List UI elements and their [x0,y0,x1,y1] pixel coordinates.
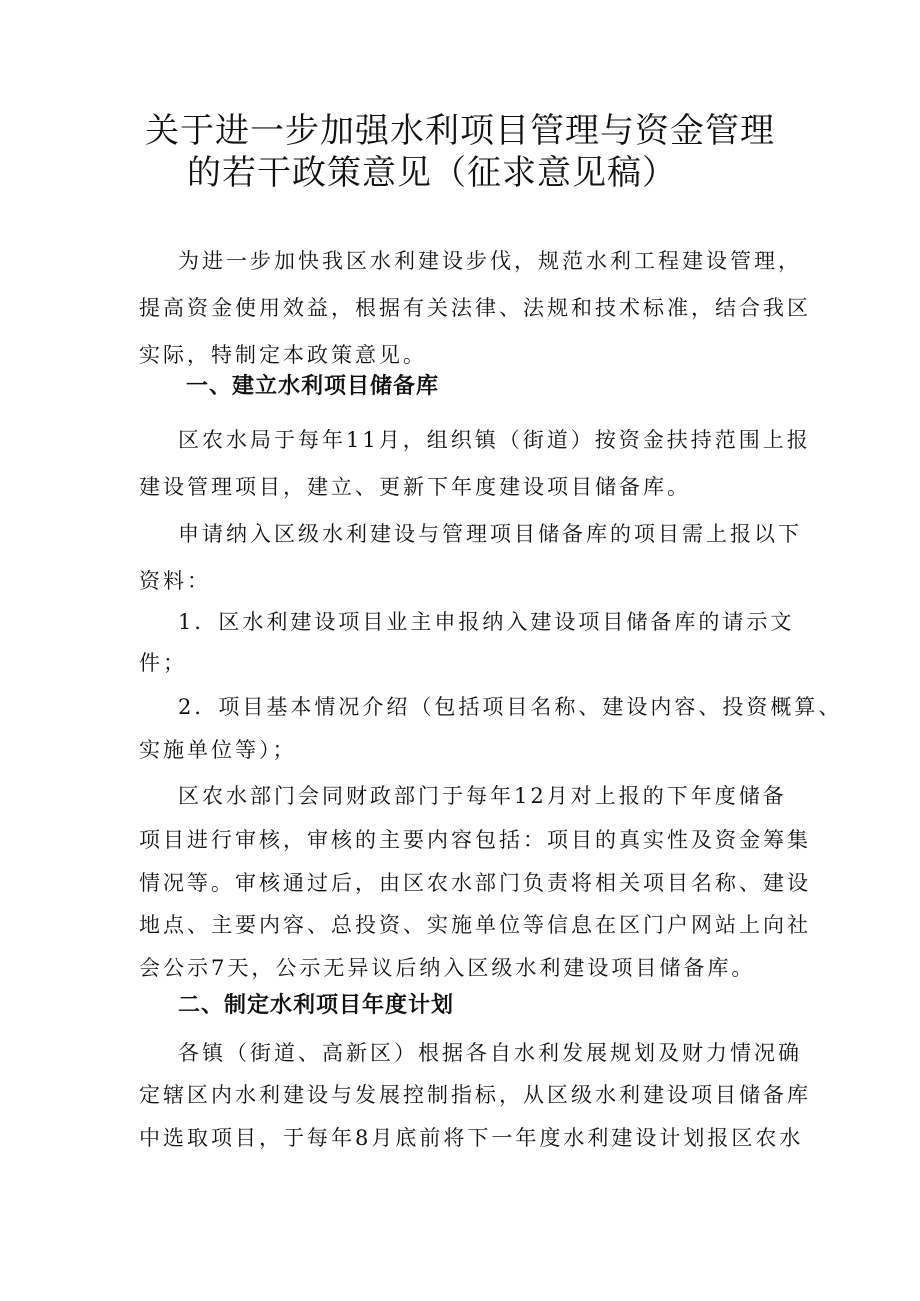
s1p3-line-2: 项目进行审核，审核的主要内容包括：项目的真实性及资金筹集 [139,828,811,852]
document-title-line-1: 关于进一步加强水利项目管理与资金管理 [145,111,775,151]
intro-line-3: 实际，特制定本政策意见。 [139,343,427,367]
s1p3-line-4: 地点、主要内容、总投资、实施单位等信息在区门户网站上向社 [139,913,811,937]
s1p2-line-1: 申请纳入区级水利建设与管理项目储备库的项目需上报以下 [178,522,802,546]
intro-line-2: 提高资金使用效益，根据有关法律、法规和技术标准，结合我区 [139,296,811,320]
s1p2-line-2: 资料： [139,569,211,593]
s2p1-line-3: 中选取项目，于每年8月底前将下一年度水利建设计划报区农水 [139,1126,804,1150]
item2-line-2: 实施单位等）； [139,738,297,762]
item1-line-2: 件； [139,651,187,675]
s1p3-line-5: 会公示7天，公示无异议后纳入区级水利建设项目储备库。 [139,956,756,980]
s1p1-line-1: 区农水局于每年11月，组织镇（街道）按资金扶持范围上报 [178,428,811,452]
s1p3-line-3: 情况等。审核通过后，由区农水部门负责将相关项目名称、建设 [139,871,811,895]
intro-line-1: 为进一步加快我区水利建设步伐，规范水利工程建设管理， [178,249,802,273]
document-title-line-2: 的若干政策意见（征求意见稿） [187,153,677,193]
section-1-heading: 一、建立水利项目储备库 [186,374,440,399]
s1p3-line-1: 区农水部门会同财政部门于每年12月对上报的下年度储备 [178,784,787,808]
s2p1-line-1: 各镇（街道、高新区）根据各自水利发展规划及财力情况确 [178,1041,802,1065]
item2-line-1: 2．项目基本情况介绍（包括项目名称、建设内容、投资概算、 [178,695,843,719]
s1p1-line-2: 建设管理项目，建立、更新下年度建设项目储备库。 [139,475,691,499]
section-2-heading: 二、制定水利项目年度计划 [178,993,455,1018]
item1-line-1: 1．区水利建设项目业主申报纳入建设项目储备库的请示文 [178,610,795,634]
s2p1-line-2: 定辖区内水利建设与发展控制指标，从区级水利建设项目储备库 [139,1083,811,1107]
